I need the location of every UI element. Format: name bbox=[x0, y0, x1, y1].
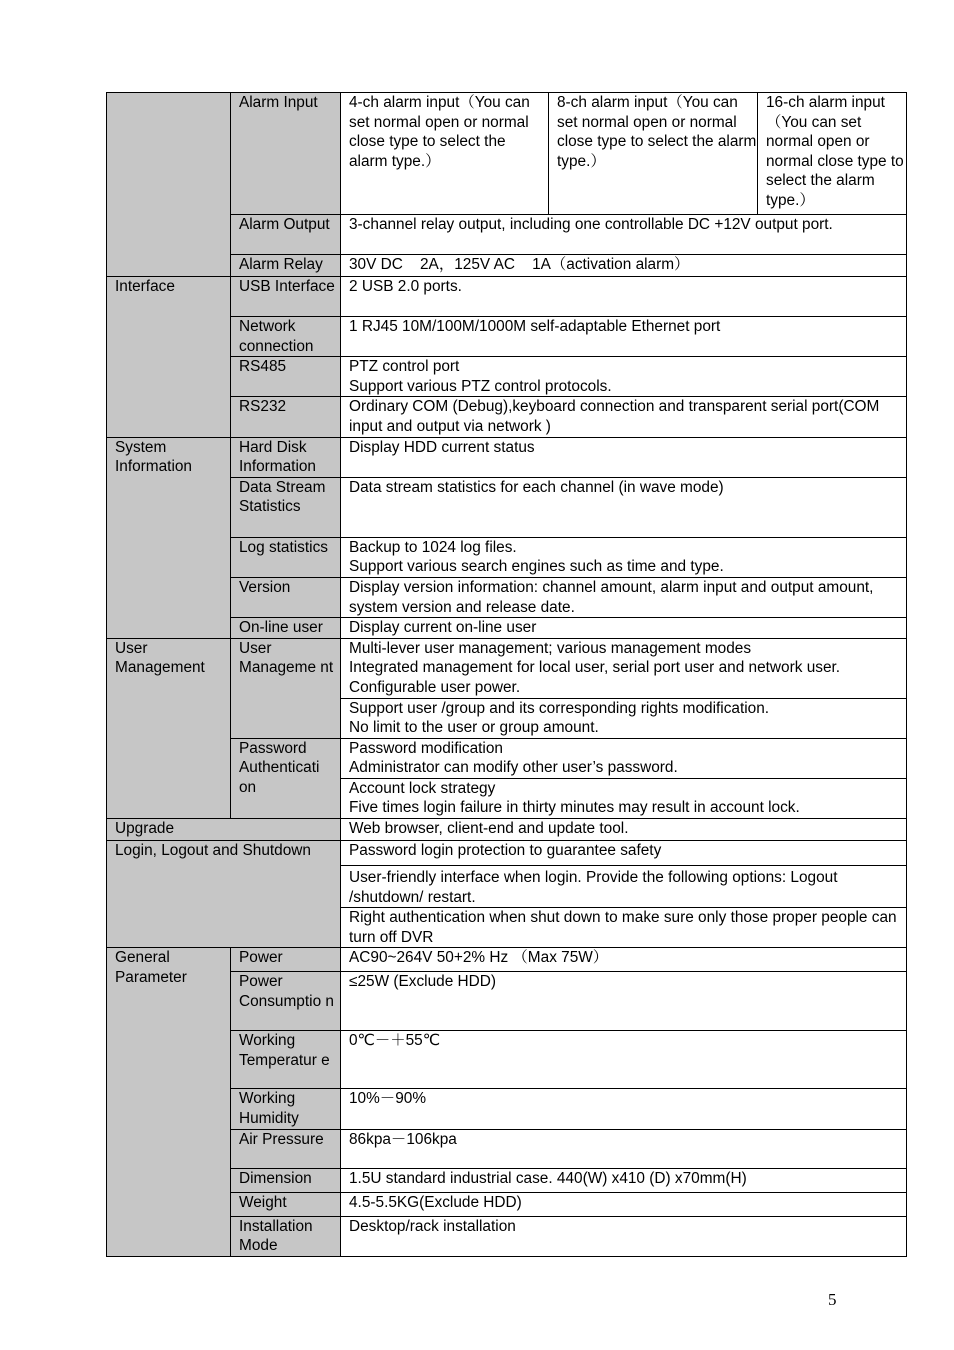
alarm-input-8ch: 8-ch alarm input（You can set normal open or normal close type to select the alarm type.） bbox=[549, 93, 758, 215]
interface-category: Interface bbox=[107, 277, 231, 438]
lock-line-2: Five times login failure in thirty minutes may result in account lock. bbox=[349, 799, 800, 817]
humidity-value: 10%－90% bbox=[341, 1089, 907, 1129]
rights-line-2: No limit to the user or group amount. bbox=[349, 719, 599, 737]
dimension-value: 1.5U standard industrial case. 440(W) x410 (D) x70mm(H) bbox=[341, 1168, 907, 1192]
rs485-line-2: Support various PTZ control protocols. bbox=[349, 377, 612, 395]
general-category: General Parameter bbox=[107, 948, 231, 1256]
installation-label: Installation Mode bbox=[231, 1216, 341, 1256]
mgmt-line-1: Multi-lever user management; various management modes bbox=[349, 639, 752, 657]
humidity-label: Working Humidity bbox=[231, 1089, 341, 1129]
online-value: Display current on-line user bbox=[341, 618, 907, 639]
lock-line-1: Account lock strategy bbox=[349, 779, 496, 797]
alarm-output-value: 3-channel relay output, including one controllable DC +12V output port. bbox=[341, 215, 907, 255]
hdd-label: Hard Disk Information bbox=[231, 437, 341, 477]
rs485-value bbox=[341, 357, 907, 397]
temperature-value: 0℃－＋55℃ bbox=[341, 1031, 907, 1089]
weight-label: Weight bbox=[231, 1192, 341, 1216]
upgrade-value: Web browser, client-end and update tool. bbox=[341, 819, 907, 841]
hdd-value: Display HDD current status bbox=[341, 437, 907, 477]
alarm-category-cell bbox=[107, 93, 231, 277]
stream-label: Data Stream Statistics bbox=[231, 477, 341, 537]
upgrade-label: Upgrade bbox=[107, 819, 341, 841]
network-value: 1 RJ45 10M/100M/1000M self-adaptable Ethernet port bbox=[341, 317, 907, 357]
user-management-label: User Manageme nt bbox=[231, 638, 341, 738]
alarm-relay-value: 30V DC 2A，125V AC 1A（activation alarm） bbox=[341, 255, 907, 277]
rights-line-1: Support user /group and its corresponding rights modification. bbox=[349, 699, 770, 717]
pw-line-1: Password modification bbox=[349, 739, 503, 757]
temperature-label: Working Temperatur e bbox=[231, 1031, 341, 1089]
alarm-input-4ch: 4-ch alarm input（You can set normal open or normal close type to select the alarm type.） bbox=[341, 93, 549, 215]
installation-value: Desktop/rack installation bbox=[341, 1216, 907, 1256]
version-label: Version bbox=[231, 577, 341, 617]
rs232-label: RS232 bbox=[231, 397, 341, 437]
power-label: Power bbox=[231, 948, 341, 972]
consumption-value: ≤25W (Exclude HDD) bbox=[341, 972, 907, 1031]
lock-value bbox=[341, 778, 907, 818]
pressure-value: 86kpa－106kpa bbox=[341, 1129, 907, 1168]
online-label: On-line user bbox=[231, 618, 341, 639]
mgmt-line-2: Integrated management for local user, serial port user and network user. bbox=[349, 659, 841, 677]
version-value: Display version information: channel amount, alarm input and output amount, system version and release date. bbox=[341, 577, 907, 617]
login-value-1: Password login protection to guarantee safety bbox=[341, 841, 907, 866]
log-label: Log statistics bbox=[231, 537, 341, 577]
usb-label: USB Interface bbox=[231, 277, 341, 317]
alarm-relay-label: Alarm Relay bbox=[231, 255, 341, 277]
spec-table bbox=[106, 92, 907, 1257]
page-number: 5 bbox=[828, 1290, 837, 1309]
weight-value: 4.5-5.5KG(Exclude HDD) bbox=[341, 1192, 907, 1216]
rights-value bbox=[341, 698, 907, 738]
pw-value bbox=[341, 738, 907, 778]
rs232-value: Ordinary COM (Debug),keyboard connection and transparent serial port(COM input and output via network ) bbox=[341, 397, 907, 437]
mgmt-line-3: Configurable user power. bbox=[349, 678, 521, 696]
login-label: Login, Logout and Shutdown bbox=[107, 841, 341, 948]
alarm-input-16ch: 16-ch alarm input（You can set normal open or normal close type to select the alarm type.） bbox=[758, 93, 907, 215]
pw-line-2: Administrator can modify other user’s password. bbox=[349, 759, 678, 777]
system-info-category: System Information bbox=[107, 437, 231, 638]
consumption-label: Power Consumptio n bbox=[231, 972, 341, 1031]
usb-value: 2 USB 2.0 ports. bbox=[341, 277, 907, 317]
login-value-2: User-friendly interface when login. Provide the following options: Logout /shutdown/ restart. bbox=[341, 866, 907, 908]
pressure-label: Air Pressure bbox=[231, 1129, 341, 1168]
power-value: AC90~264V 50+2% Hz （Max 75W） bbox=[341, 948, 907, 972]
log-value bbox=[341, 537, 907, 577]
alarm-input-label: Alarm Input bbox=[231, 93, 341, 215]
login-value-3: Right authentication when shut down to make sure only those proper people can turn off DVR bbox=[341, 908, 907, 948]
user-management-category: User Management bbox=[107, 638, 231, 818]
rs485-line-1: PTZ control port bbox=[349, 358, 460, 376]
log-line-2: Support various search engines such as time and type. bbox=[349, 558, 724, 576]
mgmt-value bbox=[341, 638, 907, 698]
alarm-output-label: Alarm Output bbox=[231, 215, 341, 255]
network-label: Network connection bbox=[231, 317, 341, 357]
rs485-label: RS485 bbox=[231, 357, 341, 397]
password-auth-label: Password Authenticati on bbox=[231, 738, 341, 818]
dimension-label: Dimension bbox=[231, 1168, 341, 1192]
stream-value: Data stream statistics for each channel (in wave mode) bbox=[341, 477, 907, 537]
log-line-1: Backup to 1024 log files. bbox=[349, 538, 517, 556]
